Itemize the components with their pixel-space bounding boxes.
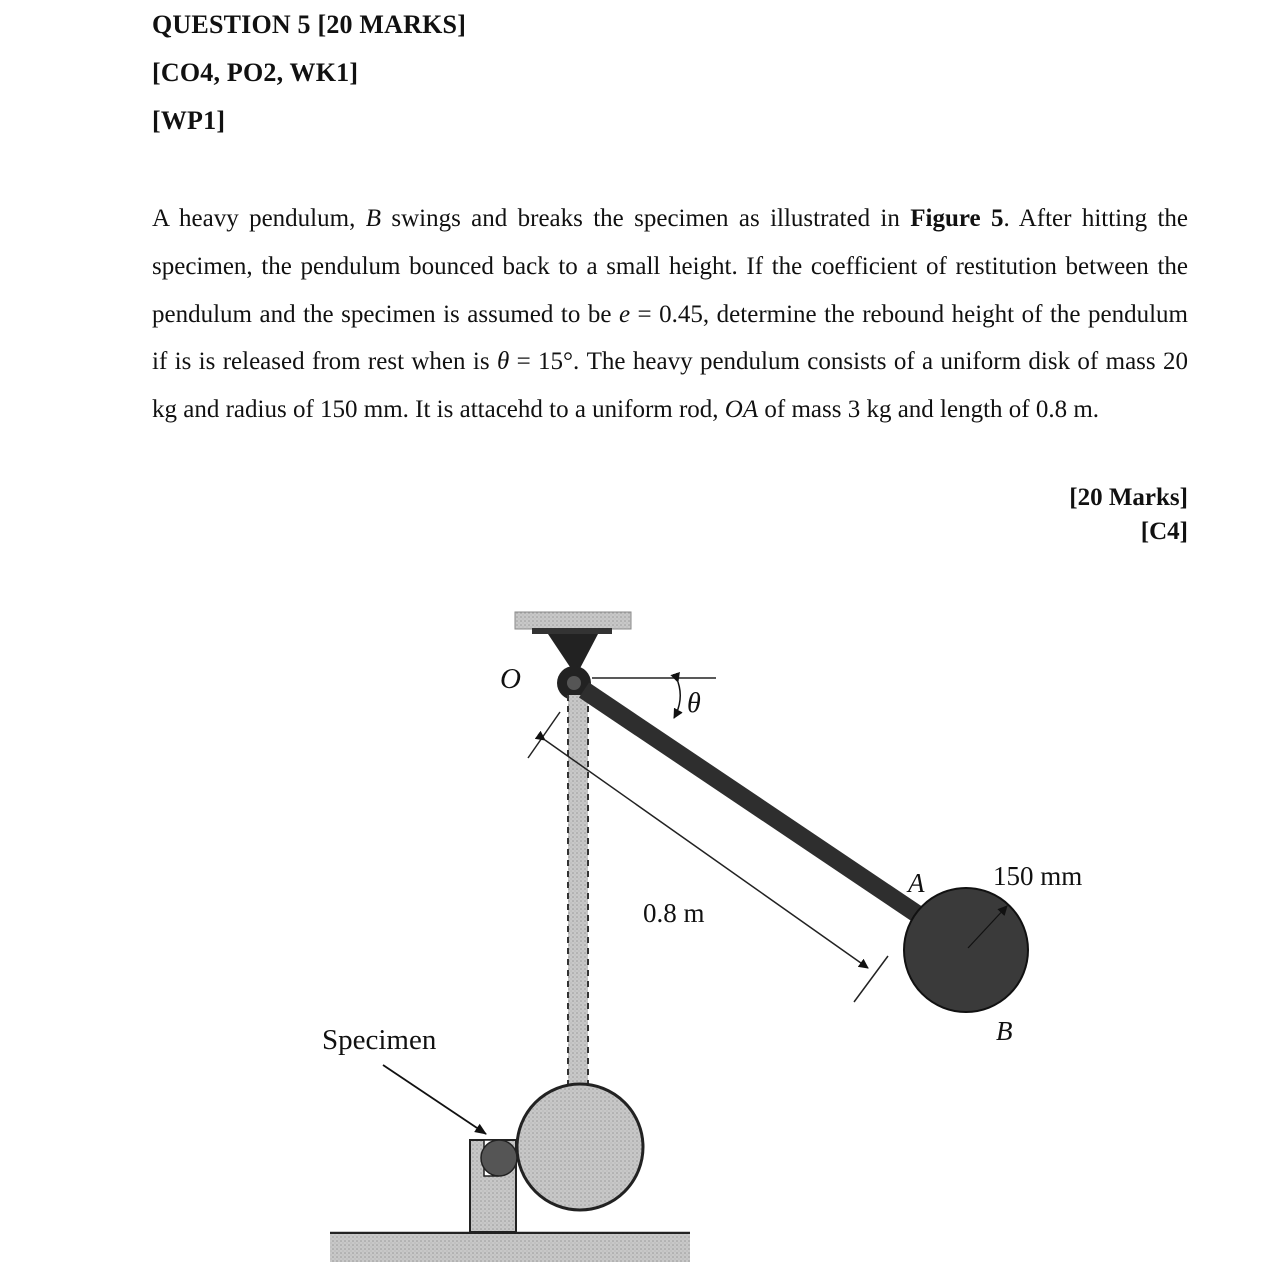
rod-impact-position xyxy=(568,695,588,1085)
label-o: O xyxy=(500,663,521,695)
question-paragraph: A heavy pendulum, B swings and breaks the specimen as illustrated in Figure 5. After hitting the specimen, the pendulum bounced back to a small height. If the coefficient of restitution between the pendulum and the specimen is assumed to be e = 0.45, determine the rebound height of the pendulum if is is released from rest when is θ = 15°. The heavy pendulum consists of a uniform disk of mass 20 kg and radius of 150 mm. It is attacehd to a uniform rod, OA of mass 3 kg and length of 0.8 m. xyxy=(152,205,1189,424)
specimen-pointer xyxy=(383,1065,486,1134)
question-title: QUESTION 5 [20 MARKS] xyxy=(152,10,467,39)
ceiling-mount xyxy=(532,628,612,634)
course-outcomes: [CO4, PO2, WK1] xyxy=(152,58,359,87)
specimen xyxy=(481,1140,517,1176)
cognitive-level: [C4] xyxy=(1140,518,1188,545)
dim-extension-bottom xyxy=(854,956,888,1002)
label-length: 0.8 m xyxy=(643,898,705,928)
label-radius: 150 mm xyxy=(993,861,1083,891)
disk-b xyxy=(904,888,1028,1012)
label-a: A xyxy=(908,868,925,898)
ceiling-plate xyxy=(515,612,631,629)
total-marks: [20 Marks] xyxy=(1069,484,1188,511)
label-specimen: Specimen xyxy=(322,1024,437,1056)
ground-base xyxy=(330,1234,690,1262)
label-theta: θ xyxy=(687,688,701,719)
dim-extension-top xyxy=(528,712,560,758)
label-b: B xyxy=(996,1016,1013,1046)
rod-oa xyxy=(584,690,926,920)
theta-arc xyxy=(674,682,680,718)
disk-impact-position xyxy=(517,1084,643,1210)
wp-tag: [WP1] xyxy=(152,106,226,135)
